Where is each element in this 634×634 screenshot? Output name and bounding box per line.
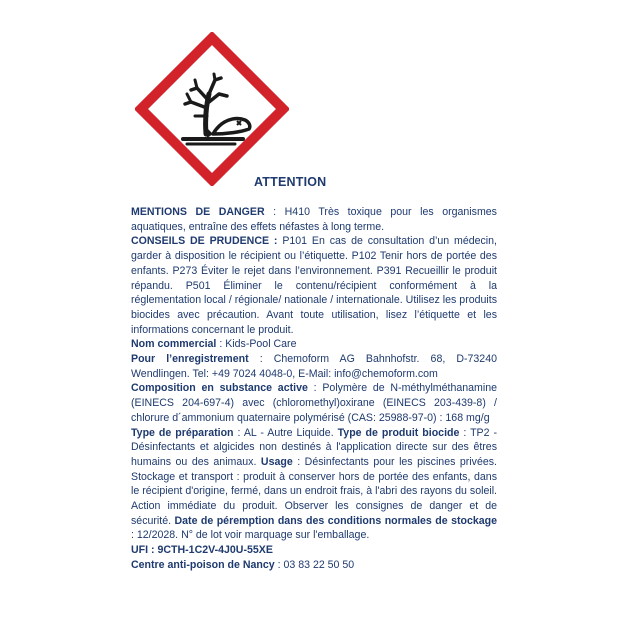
- expiry-text: 12/2028. N° de lot voir marquage sur l'emballage.: [136, 529, 370, 542]
- biocide-type-text: TP2 - Désinfectants et algicides non destinés à l'application directe sur des êtres humains ou des animaux.: [131, 426, 497, 468]
- poison-center-label: Centre anti-poison de Nancy: [131, 558, 275, 571]
- precautionary-statements-text: P101 En cas de consultation d’un médecin, garder à disposition le récipient ou l’étiquette. P102 Tenir hors de portée des enfants. P273 Éviter le rejet dans l’environnement. P391 Recueillir le produit répandu. P501 Éliminer le contenu/récipient conformément à la réglementation local / régionale/ nationale / internationale. Utilisez les produits biocides avec précaution. Avant toute utilisation, lisez l’étiquette et les informations concernant le produit.: [131, 235, 497, 336]
- signal-word: ATTENTION: [254, 175, 327, 189]
- registration: Pour l’enregistrement : Chemoform AG Bahnhofstr. 68, D-73240 Wendlingen. Tel: +49 7024 4048-0, E-Mail: info@chemoform.com: [131, 353, 497, 380]
- precautionary-statements: [131, 234, 497, 337]
- registration-label: Pour l’enregistrement: [131, 353, 249, 366]
- poison-center: Centre anti-poison de Nancy : 03 83 22 50 50: [131, 558, 355, 571]
- precautionary-statements-label: CONSEILS DE PRUDENCE :: [131, 235, 278, 248]
- poison-center-text: 03 83 22 50 50: [283, 558, 355, 571]
- hazard-statements-label: MENTIONS DE DANGER: [131, 206, 265, 218]
- environment-hazard-icon: [135, 32, 289, 186]
- preparation-label: Type de préparation: [131, 426, 234, 439]
- expiry-label: Date de péremption dans des conditions normales de stockage: [174, 514, 497, 527]
- biocide-type-label: Type de produit biocide: [337, 426, 460, 439]
- composition-label: Composition en substance active: [131, 382, 308, 395]
- ufi-label: UFI : 9CTH-1C2V-4J0U-55XE: [131, 544, 273, 557]
- usage-text: Désinfectants pour les piscines privées. Stockage et transport : produit à conserver hors de portée des enfants, dans le récipient d'origine, fermé, dans un endroit frais, à l'abri des rayons du soleil. Action immédiate du produit. Observer les consignes de danger et de sécurité.: [131, 455, 497, 527]
- hazard-statements: MENTIONS DE DANGER : H410 Très toxique pour les organismes aquatiques, entraîne des effets néfastes à long terme.: [131, 206, 497, 233]
- trade-name: Nom commercial : Kids-Pool Care: [131, 338, 297, 351]
- usage-label: Usage: [260, 455, 293, 468]
- composition: Composition en substance active : Polymère de N-méthylméthanamine (EINECS 204-697-4) avec (chloromethyl)oxirane (EINECS 203-439-8) / chlorure d´ammonium quaternaire polymérisé (CAS: 25988-97-0) : 168 mg/g: [131, 382, 497, 424]
- registration-text: Chemoform AG Bahnhofstr. 68, D-73240 Wendlingen. Tel: +49 7024 4048-0, E-Mail: info@chemoform.com: [131, 353, 497, 380]
- hazard-statements-text: H410 Très toxique pour les organismes aquatiques, entraîne des effets néfastes à long terme.: [131, 206, 497, 233]
- trade-name-label: Nom commercial: [131, 338, 217, 351]
- ufi: [131, 543, 497, 558]
- composition-text: Polymère de N-méthylméthanamine (EINECS 204-697-4) avec (chloromethyl)oxirane (EINECS 203-439-8) / chlorure d´ammonium quaternaire polymérisé (CAS: 25988-97-0) : 168 mg/g: [131, 382, 497, 424]
- label-text: [131, 205, 497, 573]
- trade-name-text: Kids-Pool Care: [225, 338, 297, 351]
- preparation: Type de préparation : AL - Autre Liquide. Type de produit biocide : TP2 - Désinfectants et algicides non destinés à l'application directe sur des êtres humains ou des animaux. Usage : Désinfectants pour les piscines privées. Stockage et transport : produit à conserver hors de portée des enfants, dans le récipient d'origine, fermé, dans un endroit frais, à l'abri des rayons du soleil. Action immédiate du produit. Observer les consignes de danger et de sécurité. Date de péremption dans des conditions normales de stockage : 12/2028. N° de lot voir marquage sur l'emballage.: [131, 426, 497, 542]
- preparation-text: AL - Autre Liquide.: [243, 426, 334, 439]
